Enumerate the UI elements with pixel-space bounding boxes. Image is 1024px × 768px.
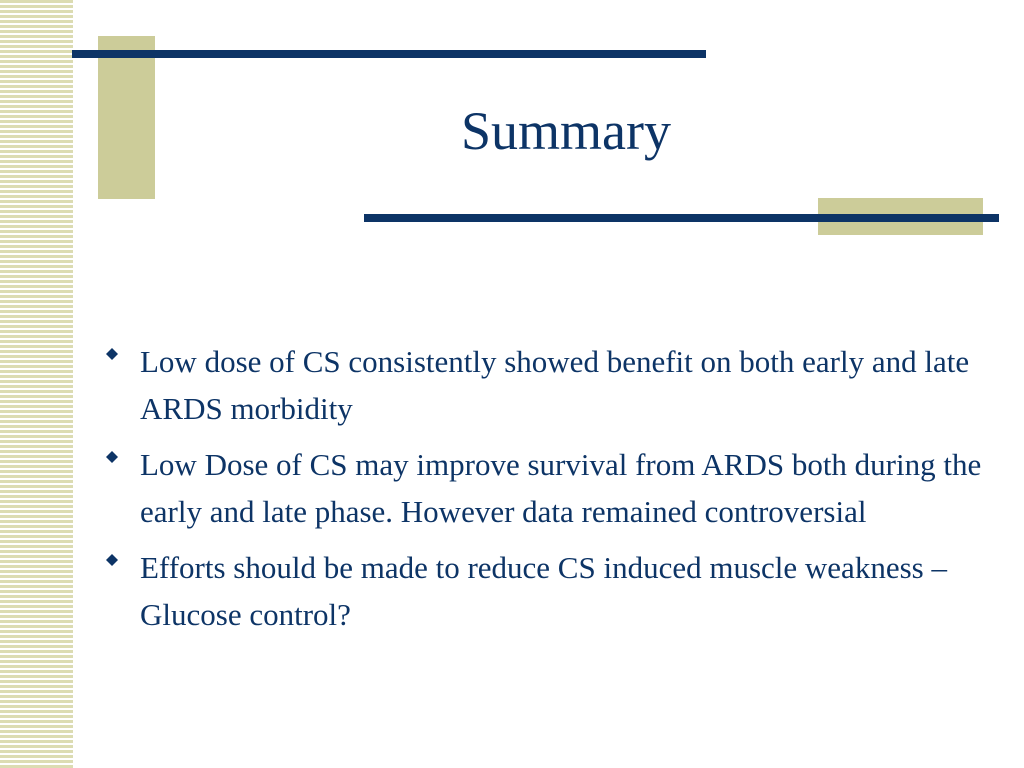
accent-block-left <box>98 36 155 199</box>
bullet-text: Efforts should be made to reduce CS induced muscle weakness – Glucose control? <box>140 550 947 632</box>
title-rule-bottom <box>364 214 999 222</box>
diamond-bullet-icon <box>105 347 119 361</box>
striped-side-band <box>0 0 73 768</box>
diamond-bullet-icon <box>105 553 119 567</box>
bullet-item <box>105 544 985 638</box>
diamond-bullet-icon <box>105 450 119 464</box>
bullet-item <box>105 441 985 535</box>
slide-title: Summary <box>461 101 671 161</box>
bullet-item <box>105 338 985 432</box>
bullet-text: Low dose of CS consistently showed benefit on both early and late ARDS morbidity <box>140 344 970 426</box>
bullet-list <box>105 338 985 647</box>
bullet-text: Low Dose of CS may improve survival from ARDS both during the early and late phase. However data remained controversial <box>140 447 982 529</box>
title-rule-top <box>72 50 706 58</box>
